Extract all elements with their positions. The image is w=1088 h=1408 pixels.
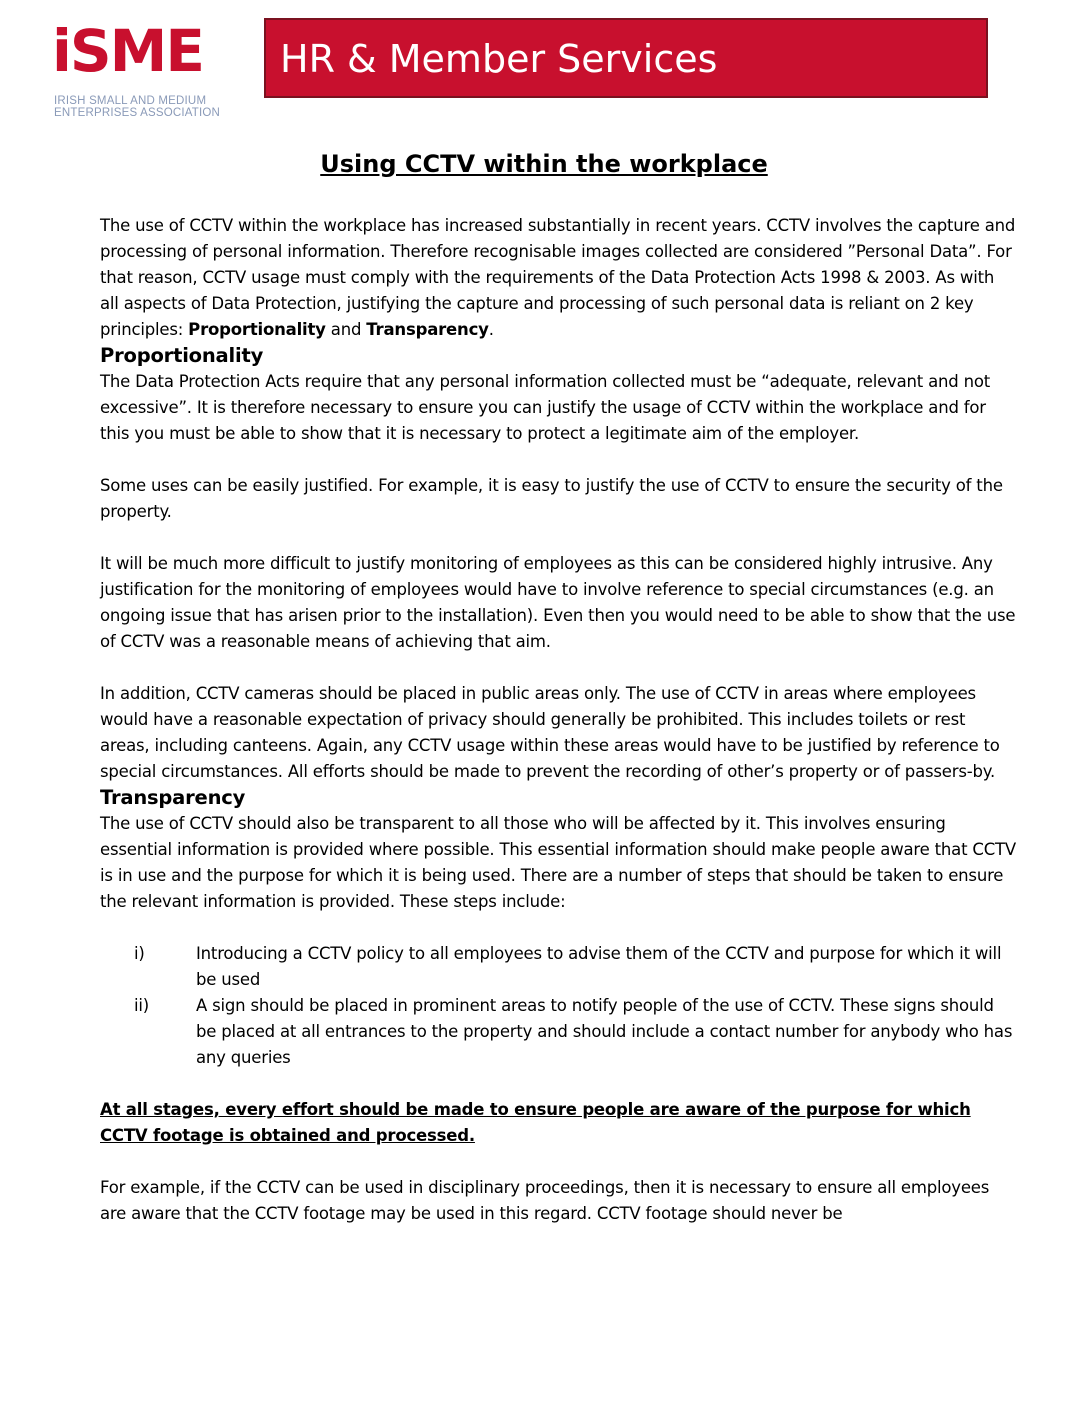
proportionality-paragraph-1: The Data Protection Acts require that any personal information collected must be “adequate, relevant and not excessive”. It is therefore necessary to ensure you can justify the usage of CCTV within the workplace and for this you must be able to show that it is necessary to protect a legitimate aim of the employer. xyxy=(100,372,990,443)
intro-paragraph: The use of CCTV within the workplace has increased substantially in recent years. CCTV involves the capture and processing of personal information. Therefore recognisable images collected are considered ”Personal Data”. For that reason, CCTV usage must comply with the requirements of the Data Protection Acts 1998 & 2003. As with all aspects of Data Protection, justifying the capture and processing of such personal data is reliant on 2 key principles: Proportionality and Transparency. xyxy=(100,216,1016,339)
logo-subtitle xyxy=(54,95,220,119)
list-item xyxy=(100,941,1016,993)
document-title: Using CCTV within the workplace xyxy=(320,150,768,178)
list-item-number: i) xyxy=(134,944,145,963)
proportionality-paragraph-2: Some uses can be easily justified. For example, it is easy to justify the use of CCTV to ensure the security of the property. xyxy=(100,476,1003,521)
emphasis-statement: At all stages, every effort should be made to ensure people are aware of the purpose for which CCTV footage is obtained and processed. xyxy=(100,1100,971,1145)
transparency-heading: Transparency xyxy=(100,786,246,809)
proportionality-paragraph-4: In addition, CCTV cameras should be placed in public areas only. The use of CCTV in areas where employees would have a reasonable expectation of privacy should generally be prohibited. This includes toilets or rest areas, including canteens. Again, any CCTV usage within these areas would have to be justified by reference to special circumstances. All efforts should be made to prevent the recording of other’s property or of passers-by. xyxy=(100,684,1000,781)
logo-subtitle-line-1: IRISH SMALL AND MEDIUM xyxy=(54,95,207,107)
transparency-paragraph-2: For example, if the CCTV can be used in disciplinary proceedings, then it is necessary to ensure all employees are aware that the CCTV footage may be used in this regard. CCTV footage should never be xyxy=(100,1178,990,1223)
document-body xyxy=(100,213,1016,1227)
list-item xyxy=(100,993,1016,1071)
logo-wordmark: iSME xyxy=(52,17,203,85)
logo-subtitle-line-2: ENTERPRISES ASSOCIATION xyxy=(54,107,221,119)
list-item-text: A sign should be placed in prominent areas to notify people of the use of CCTV. These signs should be placed at all entrances to the property and should include a contact number for anybody who has any queries xyxy=(196,996,1013,1067)
transparency-steps-list xyxy=(100,941,1016,1071)
proportionality-heading: Proportionality xyxy=(100,344,264,367)
proportionality-term: Proportionality xyxy=(188,320,326,339)
header-banner xyxy=(264,18,988,98)
isme-logo xyxy=(52,17,257,122)
list-item-text: Introducing a CCTV policy to all employees to advise them of the CCTV and purpose for which it will be used xyxy=(196,944,1002,989)
proportionality-paragraph-3: It will be much more difficult to justify monitoring of employees as this can be considered highly intrusive. Any justification for the monitoring of employees would have to involve reference to special circumstances (e.g. an ongoing issue that has arisen prior to the installation). Even then you would need to be able to show that the use of CCTV was a reasonable means of achieving that aim. xyxy=(100,554,1016,651)
transparency-paragraph-1: The use of CCTV should also be transparent to all those who will be affected by it. This involves ensuring essential information is provided where possible. This essential information should make people aware that CCTV is in use and the purpose for which it is being used. There are a number of steps that should be taken to ensure the relevant information is provided. These steps include: xyxy=(100,814,1017,911)
list-item-number: ii) xyxy=(134,996,150,1015)
transparency-term: Transparency xyxy=(366,320,489,339)
banner-title: HR & Member Services xyxy=(280,37,718,81)
